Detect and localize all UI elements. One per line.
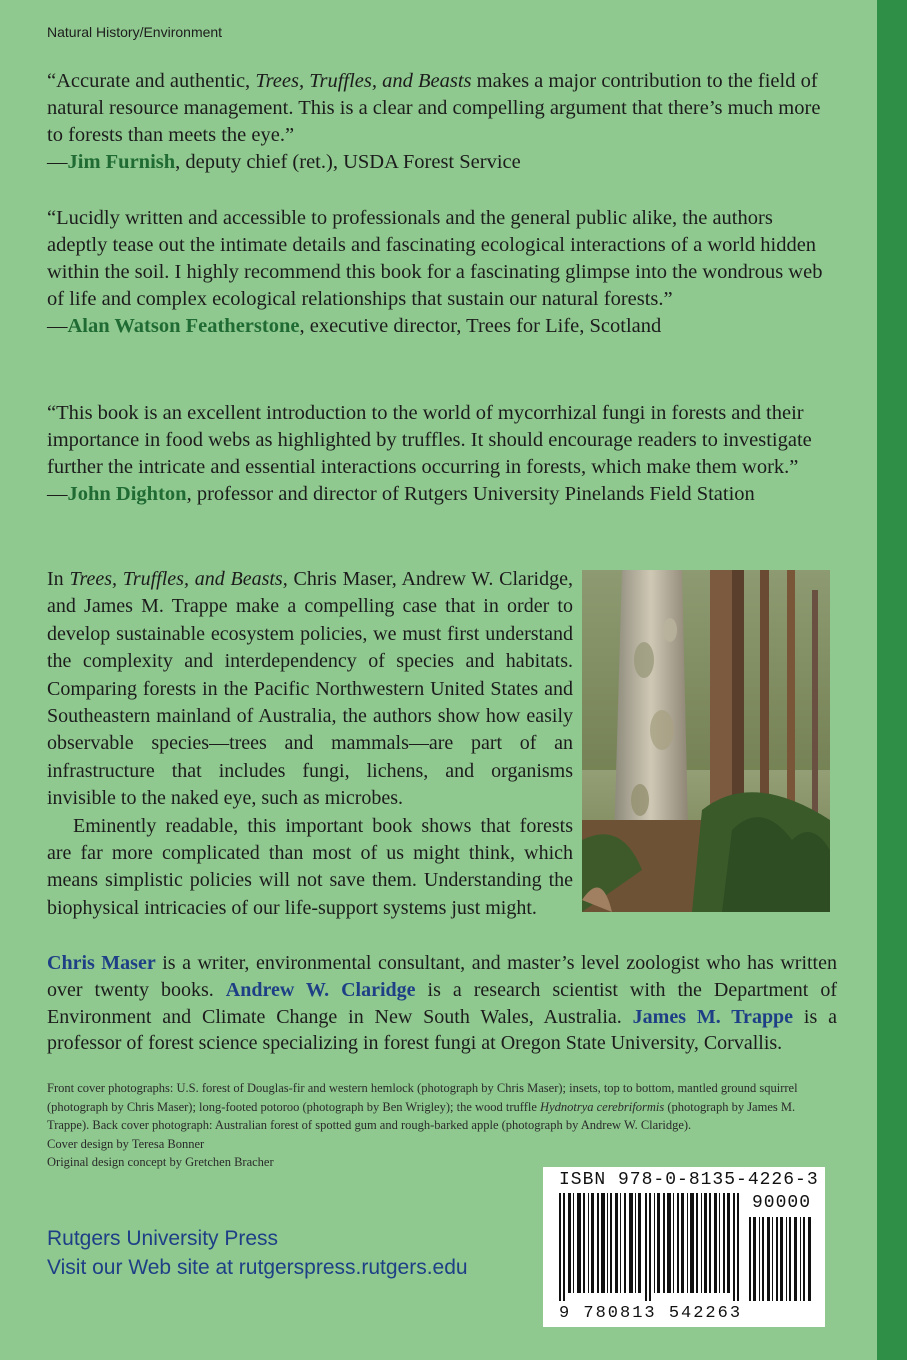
review-1-quote: “Accurate and authentic, Trees, Truffles, and Beasts makes a major contribution to the field of natural resource management. This is a clear and compelling argument that there’s much more to forests than meets the eye.” xyxy=(47,70,821,146)
reviewer-name: Alan Watson Featherstone xyxy=(67,315,300,337)
description-paragraph-1: In Trees, Truffles, and Beasts, Chris Maser, Andrew W. Claridge, and James M. Trappe make a compelling case that in order to develop sustainable ecosystem policies, we must first understand the complexity and interdependency of species and habitats. Comparing forests in the Pacific Northwestern United States and Southeastern mainland of Australia, the authors show how easily observable species—trees and mammals—are part of an infrastructure that includes fungi, lichens, and organisms invisible to the naked eye, such as microbes. xyxy=(47,568,573,810)
review-2 xyxy=(47,205,837,340)
description-paragraph-2: Eminently readable, this important book shows that forests are far more complicated than most of us might think, which means simplistic policies will not save them. Understanding the biophysical intricacies of our life-support systems just might. xyxy=(47,814,573,919)
author-name: Andrew W. Claridge xyxy=(225,978,416,1001)
review-3-attribution: —John Dighton, professor and director of Rutgers University Pinelands Field Station xyxy=(47,483,755,505)
addon-barcode-bars xyxy=(749,1217,811,1301)
cover-photo-credits: Front cover photographs: U.S. forest of Douglas-fir and western hemlock (photograph by Chris Maser); insets, top to bottom, mantled ground squirrel (photograph by Chris Maser); long-footed potoroo (photograph by Ben Wrigley); the wood truffle Hydnotrya cerebriformis (photograph by James M. Trappe). Back cover photograph: Australian forest of spotted gum and rough-barked apple (photograph by Andrew W. Claridge). xyxy=(47,1081,798,1132)
review-1-attribution: —Jim Furnish, deputy chief (ret.), USDA Forest Service xyxy=(47,151,521,173)
category-label: Natural History/Environment xyxy=(47,24,223,40)
book-title: Trees, Truffles, and Beasts, xyxy=(69,568,288,590)
cover-design-credit: Cover design by Teresa Bonner xyxy=(47,1136,205,1151)
author-name: Chris Maser xyxy=(47,952,156,974)
review-1 xyxy=(47,68,837,176)
book-title: Trees, Truffles, and Beasts xyxy=(255,70,472,92)
review-3 xyxy=(47,400,837,508)
review-2-attribution: —Alan Watson Featherstone, executive director, Trees for Life, Scotland xyxy=(47,315,662,337)
publisher-block xyxy=(47,1224,468,1282)
publisher-website: Visit our Web site at rutgerspress.rutgers.edu xyxy=(47,1256,468,1279)
author-bios: Chris Maser is a writer, environmental consultant, and master’s level zoologist who has written over twenty books. Andrew W. Claridge is a research scientist with the Department of Environment and Climate Change in New South Wales, Australia. James M. Trappe is a professor of forest science specializing in forest fungi at Oregon State University, Corvallis. xyxy=(47,952,837,1055)
book-description xyxy=(47,566,573,922)
photo-credits xyxy=(47,1079,817,1172)
spine-strip xyxy=(877,0,907,1360)
review-2-quote: “Lucidly written and accessible to professionals and the general public alike, the authors adeptly tease out the intimate details and fascinating ecological interactions of a world hidden within the soil. I highly recommend this book for a fascinating glimpse into the wondrous web of life and complex ecological relationships that sustain our natural forests.” xyxy=(47,207,823,310)
design-concept-credit: Original design concept by Gretchen Bracher xyxy=(47,1155,274,1169)
author-name: James M. Trappe xyxy=(632,1005,794,1028)
publisher-name: Rutgers University Press xyxy=(47,1227,279,1250)
forest-photo xyxy=(582,570,830,912)
reviewer-name: Jim Furnish xyxy=(67,151,176,173)
ean-number: 9 780813 542263 xyxy=(559,1304,743,1323)
review-3-quote: “This book is an excellent introduction to the world of mycorrhizal fungi in forests and their importance in food webs as highlighted by truffles. It should encourage readers to investigate further the intricate and essential interactions occurring in forests, which make them work.” xyxy=(47,402,812,478)
ean-barcode-bars xyxy=(559,1193,744,1301)
reviewer-name: John Dighton xyxy=(67,483,187,505)
price-code: 90000 xyxy=(751,1193,811,1213)
isbn-barcode xyxy=(543,1167,825,1327)
isbn-number: ISBN 978-0-8135-4226-3 xyxy=(559,1170,819,1190)
